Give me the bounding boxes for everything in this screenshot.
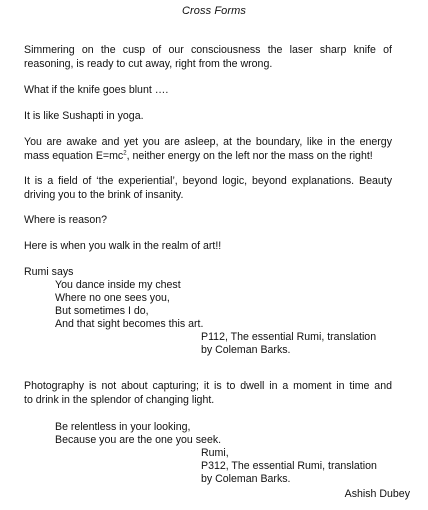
paragraph-sushapti: It is like Sushapti in yoga. xyxy=(24,110,144,122)
paragraph-line-equation xyxy=(24,149,392,163)
paragraph-where-is-reason: Where is reason? xyxy=(24,214,108,226)
citation-line: P312, The essential Rumi, translation xyxy=(201,460,377,472)
paragraph-line: Photography is not about capturing; it is to dwell in a moment in time and xyxy=(24,380,392,392)
rumi-intro: Rumi says xyxy=(24,266,74,278)
citation-line: Rumi, xyxy=(201,447,229,459)
paragraph-line: You are awake and yet you are asleep, at the boundary, like in the energy xyxy=(24,136,392,148)
paragraph-line: to drink in the splendor of changing light. xyxy=(24,394,215,406)
verse-line: Because you are the one you seek. xyxy=(55,434,222,446)
author-signature: Ashish Dubey xyxy=(344,488,410,500)
equation-text: mass equation E=mc xyxy=(24,150,124,162)
paragraph-line: reasoning, is ready to cut away, right from the wrong. xyxy=(24,58,273,70)
document-title: Cross Forms xyxy=(181,5,247,17)
verse-line: Where no one sees you, xyxy=(55,292,170,304)
citation-line: by Coleman Barks. xyxy=(201,344,291,356)
equation-superscript: 2 xyxy=(123,150,127,157)
paragraph-awake-asleep xyxy=(24,135,392,163)
equation-continuation: , neither energy on the left nor the mass on the right! xyxy=(126,150,373,162)
paragraph-line: It is a field of ‘the experiential’, beyond logic, beyond explanations. Beauty xyxy=(24,175,392,187)
paragraph-knife-of-reasoning xyxy=(24,43,392,71)
verse-line: Be relentless in your looking, xyxy=(55,421,191,433)
paragraph-experiential xyxy=(24,174,392,202)
paragraph-line: Simmering on the cusp of our consciousness the laser sharp knife of xyxy=(24,44,392,56)
paragraph-photography xyxy=(24,379,392,407)
citation-line: P112, The essential Rumi, translation xyxy=(201,331,377,343)
paragraph-line: driving you to the brink of insanity. xyxy=(24,189,184,201)
verse-line: You dance inside my chest xyxy=(55,279,181,291)
paragraph-knife-blunt: What if the knife goes blunt …. xyxy=(24,84,169,96)
verse-line: But sometimes I do, xyxy=(55,305,149,317)
citation-line: by Coleman Barks. xyxy=(201,473,291,485)
verse-line: And that sight becomes this art. xyxy=(55,318,204,330)
paragraph-realm-of-art: Here is when you walk in the realm of art!! xyxy=(24,240,222,252)
